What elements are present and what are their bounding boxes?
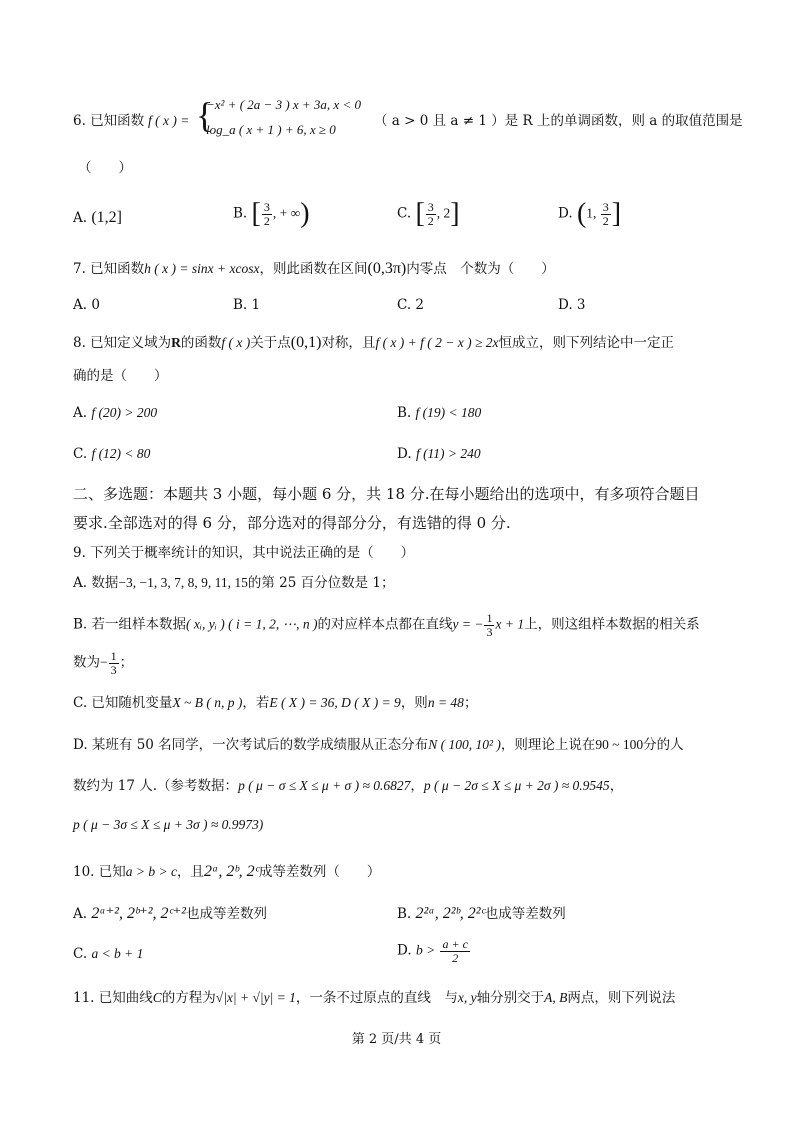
page-footer: 第 2 页/共 4 页 (351, 1032, 442, 1047)
q10-option-b: B. 2²ᵃ, 2²ᵇ, 2²ᶜ也成等差数列 (397, 905, 566, 922)
q9-option-d-line1: D. 某班有 50 名同学，一次考试后的数学成绩服从正态分布N ( 100, 10² )，则理论上说在90 ~ 100分的人 (73, 737, 684, 753)
q7-option-b: B. 1 (233, 297, 261, 313)
q7-stem: 7. 已知函数h ( x ) = sinx + xcosx，则此函数在区间(0,3π)内零点 个数为（ ） (73, 260, 555, 277)
q6-number: 6. 已知函数 (73, 113, 145, 129)
q9-option-b-line1: B. 若一组样本数据( xᵢ, yᵢ ) ( i = 1, 2, ⋯, n )的对应样本点都在直线y = − $\frac{1}{3}$ x + 1上，则这组样本数据的相关系 (73, 611, 700, 639)
q6-option-d: D. (1, $\frac{3}{2}$ ] (558, 198, 622, 229)
q8-option-c: C. f (12) < 80 (73, 446, 151, 462)
q9-option-d-line2: 数约为 17 人.（参考数据：p ( μ − σ ≤ X ≤ μ + σ ) ≈ 0.6827，p ( μ − 2σ ≤ X ≤ μ + 2σ ) ≈ 0.9545， (73, 778, 624, 794)
q8-stem-line2: 确的是（ ） (73, 368, 168, 384)
section-heading-line2: 要求.全部选对的得 6 分，部分选对的得部分分，有选错的得 0 分. (73, 514, 511, 532)
q9-stem: 9. 下列关于概率统计的知识，其中说法正确的是（ ） (73, 545, 415, 561)
q9-option-c: C. 已知随机变量X ~ B ( n, p )，若E ( X ) = 36, D ( X ) = 9，则n = 48； (73, 695, 478, 711)
q11-stem: 11. 已知曲线C的方程为√|x| + √|y| = 1，一条不过原点的直线 与x, y轴分别交于A, B两点，则下列说法 (73, 990, 676, 1006)
section-heading-line1: 二、多选题：本题共 3 小题，每小题 6 分，共 18 分.在每小题给出的选项中，有多项符合题目 (73, 485, 700, 503)
q9-option-b-line2: 数为− $\frac{1}{3}$ ； (73, 649, 134, 677)
q10-option-c: C. a < b + 1 (73, 946, 144, 962)
q6-option-a: A. (1,2] (73, 209, 122, 226)
q6-brace: { (196, 95, 214, 135)
q10-stem: 10. 已知a > b > c，且2ᵃ, 2ᵇ, 2ᶜ成等差数列（ ） (73, 863, 381, 880)
q8-option-b: B. f (19) < 180 (397, 405, 482, 421)
q6-paren: （ ） (78, 160, 132, 176)
q8-stem-line1: 8. 已知定义域为R的函数f ( x )关于点(0,1)对称，且f ( x ) + f ( 2 − x ) ≥ 2x恒成立，则下列结论中一定正 (73, 334, 675, 351)
q6-function-name: f ( x ) = (148, 113, 190, 128)
q8-option-d: D. f (11) > 240 (397, 446, 481, 462)
q6-condition: （ a > 0 且 a ≠ 1 ）是 R 上的单调函数，则 a 的取值范围是 (374, 113, 743, 129)
q6-option-b: B. [ $\frac{3}{2}$ , + ∞) (233, 198, 310, 229)
q10-option-a: A. 2ᵃ⁺², 2ᵇ⁺², 2ᶜ⁺²也成等差数列 (73, 905, 267, 922)
q9-option-a: A. 数据−3, −1, 3, 7, 8, 9, 11, 15的第 25 百分位数是 1； (73, 575, 395, 591)
q6-case2: log_a ( x + 1 ) + 6, x ≥ 0 (206, 122, 336, 137)
q9-option-d-line3: p ( μ − 3σ ≤ X ≤ μ + 3σ ) ≈ 0.9973) (73, 817, 264, 832)
q6-case1: −x² + ( 2a − 3 ) x + 3a, x < 0 (206, 97, 361, 112)
q10-option-d: D. b > $\frac{a + c}{2}$ (397, 937, 468, 965)
q8-option-a: A. f (20) > 200 (73, 405, 158, 421)
q7-option-a: A. 0 (73, 297, 100, 313)
q7-option-d: D. 3 (558, 297, 586, 313)
q6-option-c: C. [ $\frac{3}{2}$ , 2] (397, 198, 460, 229)
q7-option-c: C. 2 (397, 297, 425, 313)
